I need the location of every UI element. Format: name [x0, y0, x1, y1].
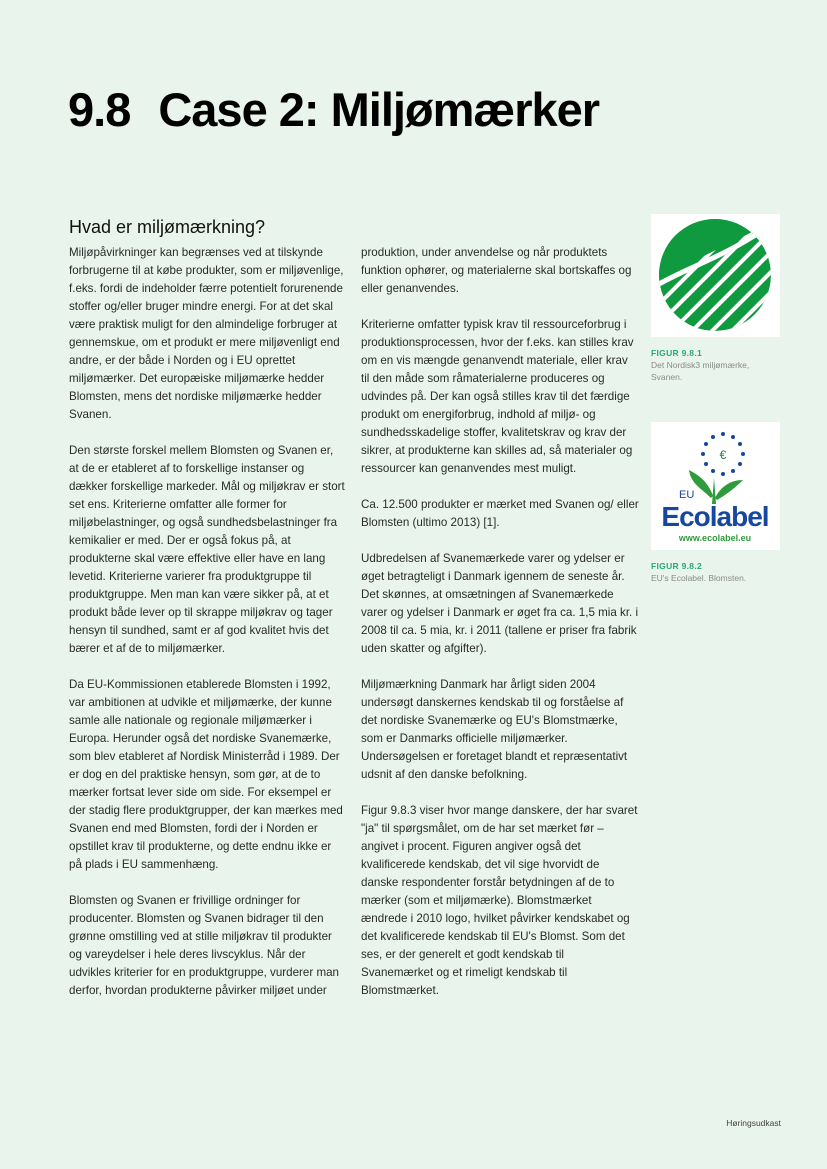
figure-caption: Det Nordisk3 miljømærke, Svanen. [651, 360, 750, 382]
footer-text: Høringsudkast [726, 1118, 781, 1128]
paragraph: Ca. 12.500 produkter er mærket med Svanen og/ eller Blomsten (ultimo 2013) [1]. [361, 498, 639, 529]
paragraph: produktion, under anvendelse og når produktets funktion ophører, og materialerne skal bortskaffes og eller genanvendes. [361, 246, 632, 295]
paragraph: Blomsten og Svanen er frivillige ordninger for producenter. Blomsten og Svanen bidrager til den grønne omstilling ved at stille miljøkrav til produkter og vareydelser i hele deres livscyklus. Når der udvikles kriterier for en produktgruppe, vurderer man derfor, hvordan produkterne påvirker miljøet under [69, 894, 340, 997]
nordic-swan-logo-box [651, 214, 780, 337]
figure-nordic-swan [651, 214, 780, 383]
chapter-number: 9.8 [68, 83, 131, 136]
paragraph: Miljømærkning Danmark har årligt siden 2004 undersøgt danskernes kendskab til og forståelse af det nordiske Svanemærke og EU's Blomstmærke, som er Danmarks officielle miljømærker. Undersøgelsen er foretaget blandt et repræsentativt udsnit af den danske befolkning. [361, 678, 628, 781]
figure-eu-ecolabel [651, 422, 780, 584]
paragraph: Miljøpåvirkninger kan begrænses ved at tilskynde forbrugerne til at købe produkter, som er miljøvenlige, f.eks. fordi de indeholder færre potentielt forurenende stoffer og/eller bruger mindre energi. For at det skal være praktisk muligt for den almindelige forbruger at gennemskue, om et produkt er mere miljøvenligt end andre, er der både i Norden og i EU oprettet miljømærker. Det europæiske miljømærke hedder Blomsten, mens det nordiske miljømærke hedder Svanen. [69, 246, 344, 421]
eu-text: EU [679, 489, 695, 501]
paragraph: Figur 9.8.3 viser hvor mange danskere, der har svaret "ja" til spørgsmålet, om de har set mærket før – angivet i procent. Figuren angiver også det kvalificerede kendskab, det vil sige hvorvidt de danske respondenter forstår betydningen af de to mærker (som et miljømærke). Blomstmærket ændrede i 2010 logo, hvilket påvirker kendskabet og det kvalificerede kendskab til EU's Blomst. Som det ses, er der generelt et godt kendskab til Svanemærket og et rimeligt kendskab til Blomstmærket. [361, 804, 638, 997]
figure-label: FIGUR 9.8.1 [651, 348, 703, 358]
eu-ecolabel-logo [651, 422, 780, 550]
svg-text:€: € [719, 448, 727, 462]
paragraph: Udbredelsen af Svanemærkede varer og ydelser er øget betragteligt i Danmark igennem de seneste år. Det skønnes, at omsætningen af Svanemærkede varer og ydelser i Danmark er øget fra ca. 1,5 mia kr. i 2008 til ca. 5 mia, kr. i 2011 (tallene er priser fra fabrik uden skatter og afgifter). [361, 552, 639, 655]
flower-stem-icon [689, 470, 743, 504]
chapter-title [68, 80, 599, 140]
figure-caption: EU's Ecolabel. Blomsten. [651, 573, 747, 583]
chapter-title-text: Case 2: Miljømærker [158, 83, 600, 136]
text-column-right [361, 244, 639, 1000]
section-heading: Hvad er miljømærkning? [69, 217, 266, 237]
paragraph: Da EU-Kommissionen etablerede Blomsten i 1992, var ambitionen at udvikle et miljømærke, der kunne samle alle nationale og regionale miljømærker i Europa. Herunder også det nordiske Svanemærke, som blev etableret af Nordisk Ministerråd i 1989. Der er dog en del praktiske hensyn, som gør, at de to mærker fortsat lever side om side. For eksempel er der stadig flere produktgrupper, der kan mærkes med Svanen end med Blomsten, fordi der i Norden er opstillet krav til produkterne, og dette endnu ikke er på plads i EU sammenhæng. [69, 678, 343, 871]
ecolabel-url: www.ecolabel.eu [678, 533, 752, 543]
ecolabel-text: Ecolabel [661, 501, 769, 532]
paragraph: Den største forskel mellem Blomsten og Svanen er, at de er etableret af to forskellige instanser og dækker forskellige markeder. Mål og miljøkrav er stort set ens. Kriterierne omfatter alle former for miljøbelastninger, og også sundhedsbelastninger fra kemikalier er med. Der er også fokus på, at produkterne skal være effektive eller have en lang levetid. Kriterierne varierer fra produktgruppe til produktgruppe. Men man kan være sikker på, at et produkt både lever op til skrappe miljøkrav og tager hensyn til sundhed, samt er af god kvalitet hvis det bærer et af de to miljømærker. [69, 444, 345, 655]
figure-label: FIGUR 9.8.2 [651, 561, 703, 571]
nordic-swan-logo [651, 214, 780, 337]
text-column-left [69, 244, 345, 1000]
eu-ecolabel-logo-box [651, 422, 780, 550]
paragraph: Kriterierne omfatter typisk krav til ressourceforbrug i produktionsprocessen, hvor der f.eks. kan stilles krav om en vis mængde genanvendt materiale, eller krav til den måde som råmaterialerne produceres og udvindes på. Der kan også stilles krav til det færdige produkt om energiforbrug, indhold af miljø- og sundhedsskadelige stoffer, kvalitetskrav og krav der sikrer, at produkterne kan skilles ad, så materialer og ressourcer kan genanvendes mest muligt. [361, 318, 634, 475]
